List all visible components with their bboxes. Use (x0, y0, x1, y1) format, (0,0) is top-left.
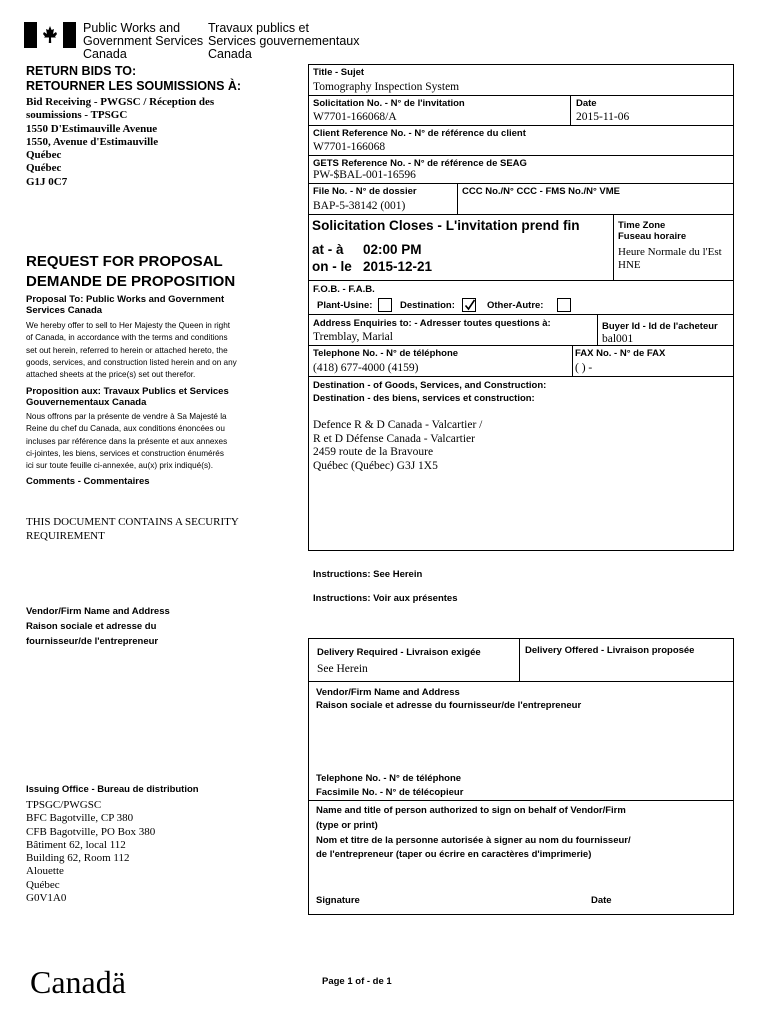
plant-usine-checkbox[interactable] (378, 298, 392, 312)
address-enquiries-value: Tremblay, Marial (313, 331, 393, 343)
delivery-required-value: See Herein (317, 663, 368, 675)
vendor-label: Vendor/Firm Name and Address Raison sociale et adresse du fournisseur/de l'entrepreneur (26, 606, 170, 647)
fax-label: FAX No. - N° de FAX (575, 348, 666, 359)
telephone-facsimile-label: Telephone No. - N° de téléphone Facsimile No. - N° de télécopieur (316, 773, 464, 798)
proposal-to-label: Proposal To: Public Works and Government Services Canada (26, 294, 225, 316)
closes-on-label: on - le (312, 259, 352, 274)
security-note: THIS DOCUMENT CONTAINS A SECURITY REQUIREMENT (26, 516, 239, 542)
date-label: Date (576, 98, 597, 109)
client-ref-value: W7701-166068 (313, 141, 386, 153)
department-name-fr: Travaux publics et Services gouvernementaux Canada (208, 21, 360, 61)
time-zone-value: Heure Normale du l'Est HNE (618, 246, 722, 271)
closes-at-value: 02:00 PM (363, 242, 422, 257)
proposition-text: Nous offrons par la présente de vendre à Sa Majesté la Reine du chef du Canada, aux conditions énoncées ou incluses par référence dans la présente et aux annexes ci-jointes, les biens, services et construction énumérés ici sur toute feuille ci-annexée, au(x) prix indiqué(s). (26, 412, 228, 471)
gets-ref-label: GETS Reference No. - N° de référence de SEAG (313, 158, 527, 169)
file-no-label: File No. - N° de dossier (313, 186, 417, 197)
canada-flag-icon (24, 22, 76, 48)
date-value: 2015-11-06 (576, 111, 630, 123)
signature-label: Signature (316, 895, 360, 906)
buyer-id-value: bal001 (602, 333, 634, 345)
proposition-label: Proposition aux: Travaux Publics et Services Gouvernementaux Canada (26, 386, 229, 408)
issuing-office-label: Issuing Office - Bureau de distribution (26, 784, 199, 795)
address-enquiries-label: Address Enquiries to: - Adresser toutes questions à: (313, 318, 551, 329)
closes-on-value: 2015-12-21 (363, 259, 433, 274)
instructions-fr: Instructions: Voir aux présentes (313, 593, 458, 604)
buyer-id-label: Buyer Id - Id de l'acheteur (602, 321, 718, 332)
title-value: Tomography Inspection System (313, 81, 460, 93)
telephone-label: Telephone No. - N° de téléphone (313, 348, 459, 359)
fax-value: ( ) - (575, 362, 593, 374)
file-no-value: BAP-5-38142 (001) (313, 200, 406, 212)
destination-goods-label: Destination - of Goods, Services, and Construction: Destination - des biens, services et construction: (313, 380, 547, 404)
gets-ref-value: PW-$BAL-001-16596 (313, 169, 416, 181)
other-autre-label: Other-Autre: (487, 300, 544, 311)
canada-wordmark: Canadä (30, 964, 126, 1000)
closes-at-label: at - à (312, 242, 344, 257)
destination-label: Destination: (400, 300, 455, 311)
destination-goods-value: Defence R & D Canada - Valcartier / R et D Défense Canada - Valcartier 2459 route de la Bravoure Québec (Québec) G3J 1X5 (313, 419, 483, 472)
instructions-en: Instructions: See Herein (313, 569, 423, 580)
delivery-required-label: Delivery Required - Livraison exigée (317, 647, 481, 658)
delivery-offered-label: Delivery Offered - Livraison proposée (525, 645, 695, 656)
check-mark-icon (463, 298, 477, 312)
solicitation-closes-title: Solicitation Closes - L'invitation prend fin (312, 218, 580, 233)
proposal-to-text: We hereby offer to sell to Her Majesty the Queen in right of Canada, in accordance with the terms and conditions set out herein, referred to herein or attached hereto, the goods, services, and construction listed herein and on any attached sheets at the price(s) set out therefor. (26, 321, 237, 380)
title-label: Title - Sujet (313, 67, 365, 78)
issuing-office-address: TPSGC/PWGSC BFC Bagotville, CP 380 CFB Bagotville, PO Box 380 Bâtiment 62, local 112 Building 62, Room 112 Alouette Québec G0V1A0 (26, 799, 156, 905)
rfp-title: REQUEST FOR PROPOSAL DEMANDE DE PROPOSITION (26, 253, 236, 290)
solicitation-no-value: W7701-166068/A (313, 111, 397, 123)
ccc-no-label: CCC No./N° CCC - FMS No./N° VME (462, 186, 621, 197)
destination-checkbox[interactable] (462, 298, 476, 312)
time-zone-label: Time Zone Fuseau horaire (618, 220, 687, 242)
plant-usine-label: Plant-Usine: (317, 300, 373, 311)
vendor-name-address-label: Vendor/Firm Name and Address Raison sociale et adresse du fournisseur/de l'entrepreneur (316, 687, 582, 711)
return-bids-title: RETURN BIDS TO: RETOURNER LES SOUMISSIONS À: (26, 64, 242, 93)
return-address: Bid Receiving - PWGSC / Réception des soumissions - TPSGC 1550 D'Estimauville Avenue 1550, Avenue d'Estimauville Québec Québec G1J 0C7 (26, 96, 215, 188)
department-name-en: Public Works and Government Services Canada (83, 21, 204, 61)
fob-label: F.O.B. - F.A.B. (313, 284, 375, 295)
comments-label: Comments - Commentaires (26, 476, 150, 487)
client-ref-label: Client Reference No. - N° de référence du client (313, 128, 526, 139)
authorized-person-label: Name and title of person authorized to sign on behalf of Vendor/Firm (type or print) Nom et titre de la personne autorisée à signer au nom du fournisseur/ de l'entrepreneur (taper ou écrire en caractères d'imprimerie) (316, 805, 631, 861)
page-number: Page 1 of - de 1 (322, 976, 392, 987)
solicitation-no-label: Solicitation No. - N° de l'invitation (313, 98, 465, 109)
signature-date-label: Date (591, 895, 612, 906)
telephone-value: (418) 677-4000 (4159) (313, 362, 419, 374)
other-autre-checkbox[interactable] (557, 298, 571, 312)
